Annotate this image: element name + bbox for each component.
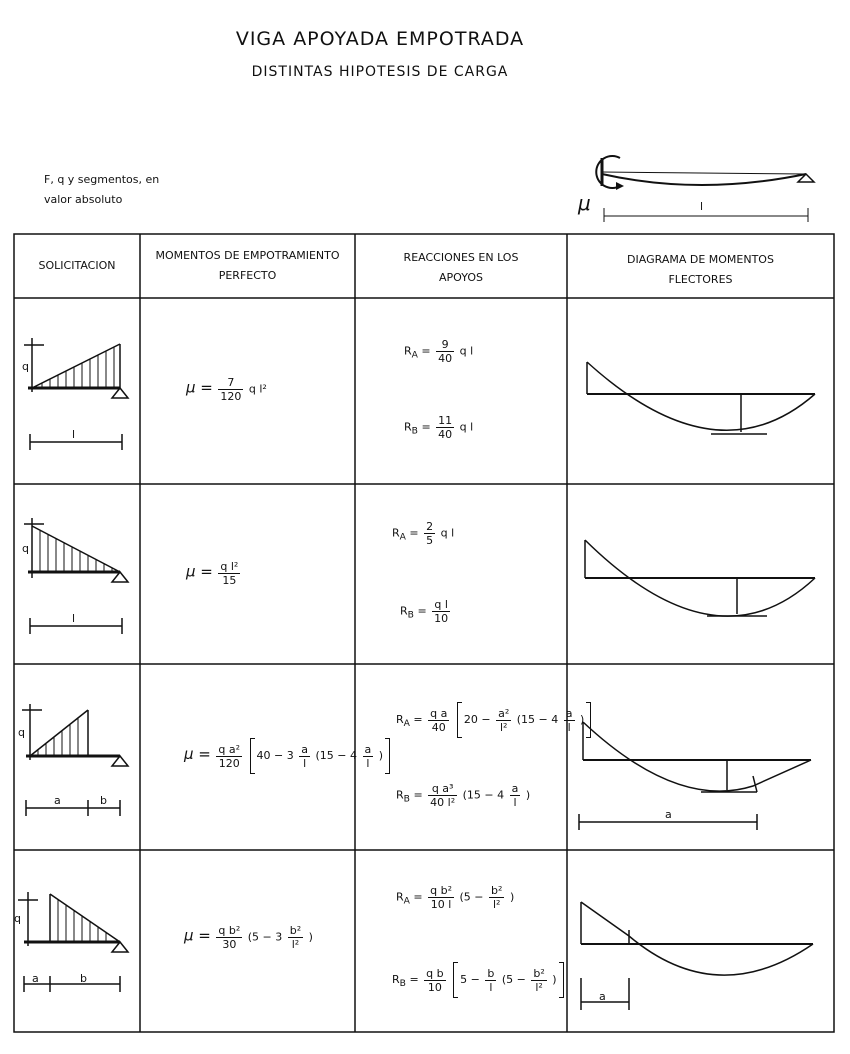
page-title: VIGA APOYADA EMPOTRADA <box>235 28 525 50</box>
row1-ra-sub: A <box>411 349 418 361</box>
row3-ra-bracket-open <box>457 702 462 738</box>
row4-diagram-a-label: a <box>599 990 606 1003</box>
row1-ra-tail: q l <box>459 344 474 358</box>
header-reacciones-line1: REACCIONES EN LOS <box>403 251 519 264</box>
row3-mu-inner3: ) <box>378 749 384 762</box>
row2-rb-fraction <box>432 598 450 625</box>
row1-mu-den: 120 <box>220 390 242 403</box>
row4-mu-num: q b² <box>218 924 241 937</box>
row2-rb-sub: B <box>407 609 414 621</box>
row2-ra-sub: A <box>399 531 406 543</box>
row4-rb-num: q b <box>426 966 444 980</box>
row3-mu-formula <box>184 738 392 774</box>
row1-rb-R: R <box>404 420 412 434</box>
row1-ra-num: 9 <box>436 338 454 352</box>
row4-b-label: b <box>80 972 87 985</box>
row3-rb-den: 40 l² <box>430 796 456 809</box>
row3-mu-bracket-close <box>385 738 390 774</box>
row4-ra-R: R <box>396 890 404 904</box>
row4-q-label: q <box>14 912 21 925</box>
units-note-line1: F, q y segmentos, en <box>44 173 160 186</box>
row1-mu-fraction <box>218 376 243 403</box>
row4-rb-f2d: l² <box>535 980 543 994</box>
header-momentos <box>140 246 355 286</box>
row2-ra-fraction <box>424 520 435 547</box>
row1-ra-formula <box>404 338 473 365</box>
row3-ra-f2n: a <box>565 706 573 720</box>
row3-mu-fraction <box>216 743 242 770</box>
row3-b-label: b <box>100 794 107 807</box>
row2-ra-den: 5 <box>426 534 434 547</box>
row4-mu-fd: l² <box>291 938 300 951</box>
row4-rb-f2n: b² <box>533 966 545 980</box>
row4-mu-f <box>288 924 303 951</box>
row3-moment-diagram <box>567 710 834 840</box>
row4-rb-formula: $R_B$ = $\frac{\text{q b}}{10}$ 5 − $\frac{b}{l}$ (5 − $\frac{\text{b²}}{\text{l²}}$ ) <box>392 962 566 998</box>
row3-load-diagram <box>14 700 140 830</box>
row1-ra-fraction <box>436 338 454 365</box>
header-diagrama <box>567 250 834 290</box>
row4-ra-fn: b² <box>491 884 503 897</box>
row4-mu-tail1: (5 − 3 <box>247 930 283 944</box>
row2-rb-R: R <box>400 604 408 618</box>
header-reacciones <box>355 248 567 288</box>
key-mu-label: μ <box>578 191 591 215</box>
row2-mu-den: 15 <box>222 574 237 587</box>
row4-a-label: a <box>32 972 39 985</box>
row2-l-label: l <box>72 612 76 625</box>
row3-ra-sub: A <box>403 718 410 730</box>
row3-mu-f2 <box>363 743 374 770</box>
row1-rb-den: 40 <box>438 428 453 441</box>
row4-rb-f1 <box>485 967 496 994</box>
row1-l-label: l <box>72 428 76 441</box>
row4-ra-num: q b² <box>430 884 453 897</box>
row2-ra-R: R <box>392 526 400 540</box>
row1-rb-tail: q l <box>459 420 474 434</box>
row1-ra-den: 40 <box>438 352 453 365</box>
row3-mu-f1d: l <box>303 756 307 770</box>
row4-rb-inner1: 5 − <box>460 973 480 986</box>
row3-rb-sub: B <box>403 793 410 805</box>
row2-load-diagram <box>14 512 140 652</box>
page-subtitle: DISTINTAS HIPOTESIS DE CARGA <box>251 64 509 80</box>
row3-ra-inner3: ) <box>580 713 585 726</box>
row3-rb-formula: $R_B$ = $\frac{\text{q a³}}{\text{40 l²}}$ (15 − 4 $\frac{a}{l}$ ) <box>396 782 531 809</box>
row3-ra-formula: $R_A$ = $\frac{\text{q a}}{40}$ 20 − $\frac{\text{a²}}{\text{l²}}$ (15 − 4 $\frac{a}{l}$ ) <box>396 702 593 738</box>
row3-ra-f1n: a² <box>498 706 510 720</box>
row3-ra-f2d: l <box>567 720 571 734</box>
row3-ra-fraction <box>428 707 449 734</box>
row3-rb-fd: l <box>513 796 517 809</box>
row4-ra-formula: $R_A$ = $\frac{\text{q b²}}{10 l}$ (5 − $\frac{\text{b²}}{\text{l²}}$ ) <box>396 884 515 911</box>
row3-mu-f1 <box>299 743 310 770</box>
row4-ra-fd: l² <box>493 898 501 911</box>
row2-ra-eq: = <box>409 526 419 540</box>
row3-ra-f1d: l² <box>499 720 508 734</box>
row3-mu-symbol: μ = <box>184 745 211 763</box>
row4-rb-inner3: ) <box>552 973 557 986</box>
row1-ra-eq: = <box>421 344 431 358</box>
header-momentos-line2: PERFECTO <box>218 269 277 282</box>
row3-rb-f <box>510 782 521 809</box>
row3-rb-fraction <box>428 782 457 809</box>
row3-mu-inner2: (15 − 4 <box>315 749 357 762</box>
row1-q-label: q <box>22 360 29 373</box>
row3-mu-f2n: a <box>364 742 372 756</box>
row2-moment-diagram <box>567 520 834 630</box>
row2-rb-formula <box>400 598 452 625</box>
row4-ra-sub: A <box>403 895 410 907</box>
row4-rb-f2 <box>531 967 546 994</box>
row3-rb-tail1: (15 − 4 <box>462 788 505 802</box>
row4-mu-den: 30 <box>222 938 237 951</box>
units-note-line2: valor absoluto <box>44 193 123 206</box>
row3-ra-inner2: (15 − 4 <box>516 713 559 726</box>
row2-mu-symbol: μ = <box>186 562 213 581</box>
row4-moment-diagram <box>567 890 834 1025</box>
row3-diagram-a-label: a <box>665 808 672 821</box>
row1-mu-formula <box>186 376 267 403</box>
row2-ra-formula <box>392 520 454 547</box>
row1-rb-eq: = <box>421 420 431 434</box>
row4-ra-f <box>489 884 504 911</box>
row4-mu-formula <box>184 924 313 951</box>
row1-moment-diagram <box>567 340 834 450</box>
row3-ra-R: R <box>396 713 404 726</box>
row4-rb-fraction <box>424 967 445 994</box>
row2-ra-num: 2 <box>426 520 434 533</box>
row4-rb-R: R <box>392 973 400 986</box>
row2-mu-fraction <box>218 560 240 587</box>
row1-load-diagram <box>14 330 140 470</box>
header-reacciones-line2: APOYOS <box>439 271 483 284</box>
row1-rb-fraction <box>436 414 454 441</box>
row4-mu-symbol: μ = <box>184 926 211 945</box>
row3-mu-num: q a² <box>218 742 241 756</box>
row4-mu-fn: b² <box>289 924 302 937</box>
row3-rb-R: R <box>396 788 404 802</box>
row3-rb-num: q a³ <box>428 782 457 796</box>
row4-ra-fraction <box>428 884 454 911</box>
row4-ra-tail2: ) <box>509 890 515 904</box>
row3-mu-bracket-open <box>250 738 255 774</box>
row1-rb-sub: B <box>411 425 418 437</box>
row4-rb-sub: B <box>399 978 406 990</box>
row4-ra-den: 10 l <box>430 898 452 911</box>
row2-rb-num: q l <box>432 598 450 612</box>
row2-rb-den: 10 <box>434 612 449 625</box>
row3-mu-inner1: 40 − 3 <box>256 749 294 762</box>
row1-mu-num: 7 <box>218 376 243 390</box>
row4-rb-f1n: b <box>487 966 495 980</box>
row4-rb-bracket-close <box>559 962 564 998</box>
row3-ra-inner1: 20 − <box>463 713 491 726</box>
row3-ra-num: q a <box>430 706 448 720</box>
row3-rb-fn: a <box>511 782 519 795</box>
row4-rb-f1d: l <box>489 980 493 994</box>
row1-ra-R: R <box>404 344 412 358</box>
row2-ra-tail: q l <box>440 526 455 540</box>
row4-rb-den: 10 <box>427 980 442 994</box>
row3-mu-f2d: l <box>366 756 370 770</box>
row4-rb-bracket-open <box>453 962 458 998</box>
row1-mu-tail: q l² <box>248 382 267 396</box>
row2-q-label: q <box>22 542 29 555</box>
row4-load-diagram <box>14 878 140 1018</box>
row1-rb-num: 11 <box>438 414 453 427</box>
row1-mu-symbol: μ = <box>186 378 213 397</box>
row4-mu-tail2: ) <box>308 930 313 944</box>
header-diagrama-line2: FLECTORES <box>668 273 733 286</box>
row3-ra-f1 <box>496 707 511 734</box>
row1-rb-formula <box>404 414 473 441</box>
row3-q-label: q <box>18 726 25 739</box>
row4-rb-inner2: (5 − <box>501 973 526 986</box>
row2-rb-eq: = <box>417 604 427 618</box>
row3-a-label: a <box>54 794 61 807</box>
row3-rb-tail2: ) <box>525 788 531 802</box>
row4-mu-fraction <box>216 924 242 951</box>
row3-mu-den: 120 <box>218 756 240 770</box>
header-solicitacion: SOLICITACION <box>38 259 116 272</box>
row2-mu-num: q l² <box>220 560 239 573</box>
row3-ra-den: 40 <box>431 720 446 734</box>
header-diagrama-line1: DIAGRAMA DE MOMENTOS <box>627 253 774 266</box>
row2-mu-formula <box>186 560 242 587</box>
key-l-label: l <box>700 200 704 213</box>
header-momentos-line1: MOMENTOS DE EMPOTRAMIENTO <box>155 249 340 262</box>
row3-mu-f1n: a <box>301 742 308 756</box>
row4-ra-tail1: (5 − <box>459 890 484 904</box>
